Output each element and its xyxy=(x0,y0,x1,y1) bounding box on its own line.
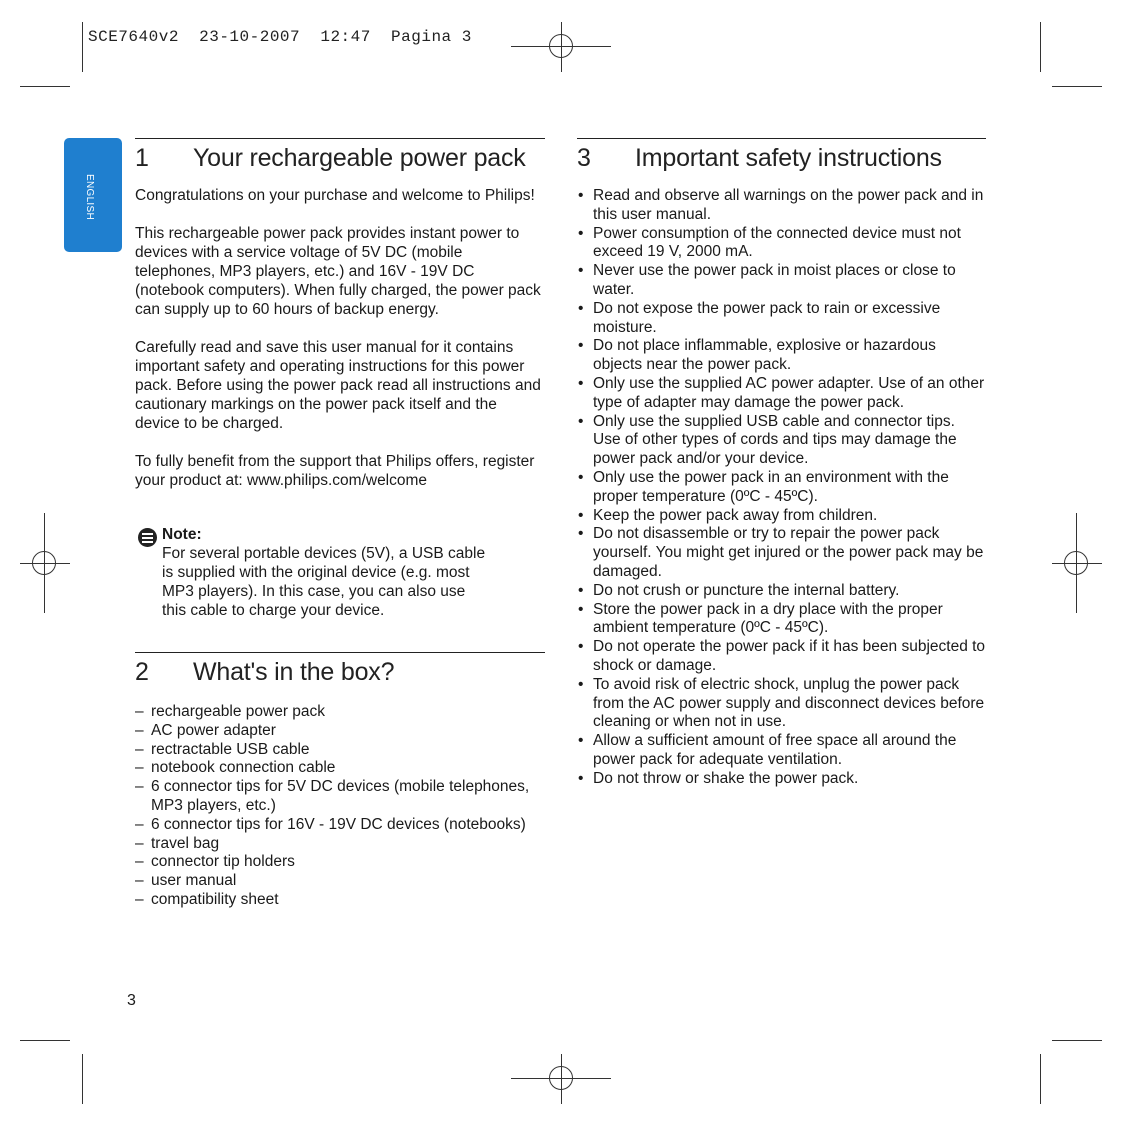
section-1-heading xyxy=(135,143,545,173)
box-contents-list xyxy=(135,703,545,910)
list-item: – rechargeable power pack xyxy=(135,703,545,722)
list-item: – travel bag xyxy=(135,835,545,854)
list-item: • Do not expose the power pack to rain or excessive moisture. xyxy=(577,300,986,338)
list-item: • Keep the power pack away from children. xyxy=(577,507,986,526)
safety-read-paragraph: Carefully read and save this user manual for it contains important safety and operating instructions for this power pack. Before using the power pack read all instructions and cautionary markings on the power pack itself and the device to be charged. xyxy=(135,339,541,432)
list-item: • Do not crush or puncture the internal battery. xyxy=(577,582,986,601)
section-3-number: 3 xyxy=(577,144,591,172)
list-item: • Read and observe all warnings on the power pack and in this user manual. xyxy=(577,187,986,225)
page-number: 3 xyxy=(127,992,136,1009)
language-tab xyxy=(64,138,122,252)
section-3-title: Important safety instructions xyxy=(635,144,942,172)
list-item: – rectractable USB cable xyxy=(135,741,545,760)
section-1-number: 1 xyxy=(135,144,149,172)
list-item: • Only use the supplied USB cable and connector tips. Use of other types of cords and tips may damage the power pack and/or your device. xyxy=(577,413,986,469)
list-item: • Allow a sufficient amount of free space all around the power pack for adequate ventilation. xyxy=(577,732,986,770)
list-item: – user manual xyxy=(135,872,545,891)
list-item: • Do not disassemble or try to repair the power pack yourself. You might get injured or the power pack may be damaged. xyxy=(577,525,986,581)
section-1-title: Your rechargeable power pack xyxy=(193,144,526,172)
note-title: Note: xyxy=(162,526,202,543)
product-description-paragraph: This rechargeable power pack provides instant power to devices with a service voltage of 5V DC (mobile telephones, MP3 players, etc.) and 16V - 19V DC (notebook computers). When fully charged, the power pack can supply up to 60 hours of backup energy. xyxy=(135,225,541,318)
section-1 xyxy=(135,138,545,509)
register-paragraph: To fully benefit from the support that Philips offers, register your product at: www.philips.com/welcome xyxy=(135,453,535,489)
print-header: SCE7640v2 23-10-2007 12:47 Pagina 3 xyxy=(88,28,472,46)
section-2-title: What's in the box? xyxy=(193,658,395,686)
language-tab-label: ENGLISH xyxy=(84,174,95,221)
list-item: – compatibility sheet xyxy=(135,891,545,910)
list-item: – connector tip holders xyxy=(135,853,545,872)
list-item: • Do not place inflammable, explosive or hazardous objects near the power pack. xyxy=(577,337,986,375)
list-item: • Only use the supplied AC power adapter. Use of an other type of adapter may damage the power pack. xyxy=(577,375,986,413)
list-item: • Only use the power pack in an environment with the proper temperature (0ºC - 45ºC). xyxy=(577,469,986,507)
section-3 xyxy=(577,138,986,789)
list-item: – AC power adapter xyxy=(135,722,545,741)
list-item: • Do not operate the power pack if it has been subjected to shock or damage. xyxy=(577,638,986,676)
list-item: • Power consumption of the connected device must not exceed 19 V, 2000 mA. xyxy=(577,225,986,263)
list-item: – 6 connector tips for 16V - 19V DC devices (notebooks) xyxy=(135,816,545,835)
list-item: – notebook connection cable xyxy=(135,759,545,778)
intro-paragraph: Congratulations on your purchase and welcome to Philips! xyxy=(135,187,535,204)
list-item: • Never use the power pack in moist places or close to water. xyxy=(577,262,986,300)
section-3-heading xyxy=(577,143,986,173)
section-2-number: 2 xyxy=(135,658,149,686)
note-icon xyxy=(138,528,157,547)
note-block xyxy=(135,525,545,620)
section-1-body xyxy=(135,186,545,490)
list-item: – 6 connector tips for 5V DC devices (mobile telephones, MP3 players, etc.) xyxy=(135,778,545,816)
section-2-heading xyxy=(135,657,545,687)
list-item: • To avoid risk of electric shock, unplug the power pack from the AC power supply and disconnect devices before cleaning or when not in use. xyxy=(577,676,986,732)
list-item: • Store the power pack in a dry place with the proper ambient temperature (0ºC - 45ºC). xyxy=(577,601,986,639)
note-text: For several portable devices (5V), a USB cable is supplied with the original device (e.g. most MP3 players). In this case, you can also use this cable to charge your device. xyxy=(162,545,486,619)
section-2 xyxy=(135,652,545,910)
list-item: • Do not throw or shake the power pack. xyxy=(577,770,986,789)
safety-instructions-list xyxy=(577,187,986,789)
